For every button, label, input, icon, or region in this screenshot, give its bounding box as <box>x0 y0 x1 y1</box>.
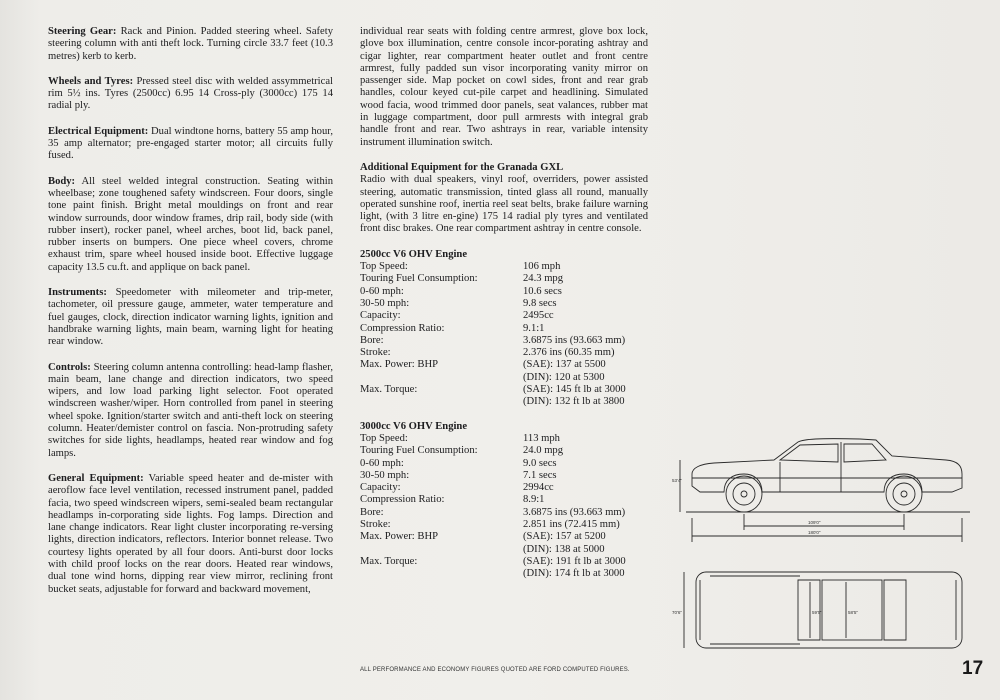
spec-label: Touring Fuel Consumption: <box>360 273 478 285</box>
spec-row <box>360 286 648 298</box>
spec-label <box>360 568 523 580</box>
spec-row <box>360 494 648 506</box>
additional-equipment-text: Radio with dual speakers, vinyl roof, overriders, power assisted steering, automatic transmission, tinted glass all round, manually operated sunshine roof, inertia reel seat belts, brake failure warning light, (with 3 litre en-gine) 175 14 radial ply tyres and ventilated front disc brakes. One rear compartment ashtray in centre console. <box>360 174 648 235</box>
spec-label: Bore: <box>360 334 384 346</box>
spec-section <box>48 126 333 163</box>
additional-equipment-heading: Additional Equipment for the Granada GXL <box>360 161 564 173</box>
spec-value: 9.1:1 <box>523 322 545 334</box>
spec-row <box>360 445 648 457</box>
spec-row <box>360 261 648 273</box>
spec-row <box>360 507 648 519</box>
left-column <box>48 26 333 609</box>
spec-section-heading: Controls: <box>48 361 91 373</box>
spec-row <box>360 482 648 494</box>
spec-value: 2994cc <box>523 482 554 494</box>
spec-value: 3.6875 ins (93.663 mm) <box>523 334 626 346</box>
spec-row <box>360 372 648 384</box>
engine-title: 3000cc V6 OHV Engine <box>360 420 468 432</box>
equipment-continuation: individual rear seats with folding centre armrest, glove box lock, glove box illumination, centre console incor-porating ashtray and cigar lighter, rear compartment heater outlet and front centre armrest, fully padded sun visor incorporating vanity mirror on passenger side. Map pocket on cowl sides, front and rear grab handles, colour keyed cut-pile carpet and headlining. Simulated wood facia, wood trimmed door panels, seat valances, rubber mat in luggage compartment, door pull armrests with integral grab handle front and rear. Two ashtrays in rear, variable intensity instrument illumination switch. <box>360 26 648 148</box>
spec-label: 30-50 mph: <box>360 469 410 481</box>
spec-value: 24.3 mpg <box>523 273 564 285</box>
spec-row <box>360 335 648 347</box>
spec-row <box>360 556 648 568</box>
spec-row <box>360 384 648 396</box>
spec-section-heading: Wheels and Tyres: <box>48 75 134 87</box>
spec-section-heading: Steering Gear: <box>48 26 117 37</box>
spec-section-text: Dual windtone horns, battery 55 amp hour, 35 amp alternator; pre-engaged starter motor; all circuits fully fused. <box>48 125 333 162</box>
spec-section-text: Speedometer with mileometer and trip-meter, tachometer, oil pressure gauge, ammeter, water temperature and fuel gauges, clock, direction indicator warning lights, ignition and handbrake warning lights, main beam, warning light for heating rear window. <box>48 287 333 348</box>
spec-section-heading: General Equipment: <box>48 472 144 484</box>
spec-value: 106 mph <box>523 261 561 273</box>
car-dimension-drawing <box>670 430 970 652</box>
spec-value: 8.9:1 <box>523 494 545 506</box>
engine-specs <box>360 249 648 581</box>
spec-value: 7.1 secs <box>523 469 557 481</box>
spec-value: 9.0 secs <box>523 457 557 469</box>
spec-value: 2.376 ins (60.35 mm) <box>523 347 615 359</box>
spec-label: 30-50 mph: <box>360 297 410 309</box>
footer-note: ALL PERFORMANCE AND ECONOMY FIGURES QUOTED ARE FORD COMPUTED FIGURES. <box>360 667 630 673</box>
middle-column <box>360 26 648 580</box>
spec-label: Compression Ratio: <box>360 322 445 334</box>
spec-label: 0-60 mph: <box>360 285 404 297</box>
spec-label: Top Speed: <box>360 432 408 444</box>
spec-section <box>48 287 333 348</box>
spec-row <box>360 433 648 445</box>
spec-row <box>360 470 648 482</box>
spec-label <box>360 396 523 408</box>
spec-value: (DIN): 174 ft lb at 3000 <box>523 568 625 580</box>
spec-value: 2495cc <box>523 310 554 322</box>
spec-row <box>360 568 648 580</box>
engine-spec-block <box>360 421 648 581</box>
spec-section <box>48 76 333 113</box>
spec-row <box>360 273 648 285</box>
spec-value: (SAE): 145 ft lb at 3000 <box>523 384 626 396</box>
spec-label: Compression Ratio: <box>360 494 445 506</box>
engine-spec-block <box>360 249 648 409</box>
spec-label: Top Speed: <box>360 261 408 273</box>
spec-row <box>360 396 648 408</box>
spec-row <box>360 531 648 543</box>
spec-row <box>360 347 648 359</box>
spec-value: 3.6875 ins (93.663 mm) <box>523 506 626 518</box>
spec-label: Stroke: <box>360 347 391 359</box>
additional-equipment <box>360 162 648 236</box>
spec-row <box>360 359 648 371</box>
spec-label: Capacity: <box>360 482 401 494</box>
spec-label: 0-60 mph: <box>360 457 404 469</box>
spec-section <box>48 26 333 63</box>
spec-section-text: Rack and Pinion. Padded steering wheel. Safety steering column with anti theft lock. Turning circle 33.7 feet (10.3 metres) kerb to kerb. <box>48 26 333 62</box>
spec-row <box>360 298 648 310</box>
spec-row <box>360 458 648 470</box>
spec-section-heading: Body: <box>48 175 76 187</box>
spec-label <box>360 544 523 556</box>
spec-label: Max. Torque: <box>360 555 418 567</box>
spec-label: Capacity: <box>360 310 401 322</box>
spec-value: 9.8 secs <box>523 297 557 309</box>
spec-label: Touring Fuel Consumption: <box>360 445 478 457</box>
spec-row <box>360 323 648 335</box>
spec-value: (SAE): 137 at 5500 <box>523 359 606 371</box>
spec-section-text: All steel welded integral construction. Seating within wheelbase; zone toughened safety windscreen. Four doors, single tone paint finish. Bright metal mouldings on front and rear window surrounds, door window frames, drip rail, body side (with rubber insert), rocker panel, wheel arches, boot lid, back panel, rubber inserts on bumpers. One piece wheel covers, chrome exhaust trim, spare wheel housed inside boot. Effective luggage capacity 13.5 cu.ft. and applique on back panel. <box>48 175 333 273</box>
spec-section <box>48 176 333 274</box>
engine-title: 2500cc V6 OHV Engine <box>360 248 468 260</box>
spec-value: 113 mph <box>523 432 560 444</box>
car-plan-view <box>684 572 962 648</box>
spec-section-text: Steering column antenna controlling: head-lamp flasher, main beam, lane change and direction indicators, two speed wipers, and low load parking light selector. Foot operated windscreen washer/wiper. Horn controlled from panel in steering wheel spoke. Ignition/starter switch and anti-theft lock on steering column. Heater/demister control on fascia. Non-protruding safety switches for side lights, headlamps, heated rear window and fog lamps. <box>48 361 333 459</box>
spec-label: Max. Power: BHP <box>360 359 438 371</box>
spec-section-text: Variable speed heater and de-mister with aeroflow face level ventilation, recessed instrument panel, padded facia, two speed windscreen wipers, semi-sealed beam rectangular headlamps in-corporating side lights. Fog lamps. Direction and lane change indicators. Rear light cluster incorporating re-versing lights, direction indicators, reflectors. Interior bonnet release. Two courtesy lights operated by all four doors. Anti-burst door locks with child proof locks on the rear doors. Heated rear windows, dual tone wind horns, dipping rear view mirror, reclining front bucket seats, adjustable for forward and backward movement, <box>48 472 333 595</box>
rear-track-label: 58'5" <box>848 610 858 615</box>
spec-label: Max. Torque: <box>360 384 418 396</box>
spec-row <box>360 544 648 556</box>
spec-label: Stroke: <box>360 518 391 530</box>
spec-section <box>48 473 333 596</box>
spec-value: 2.851 ins (72.415 mm) <box>523 518 620 530</box>
spec-value: (DIN): 120 at 5300 <box>523 371 605 383</box>
spec-section-heading: Instruments: <box>48 287 107 299</box>
page-number: 17 <box>962 658 984 679</box>
car-side-view <box>680 439 970 542</box>
spec-section-heading: Electrical Equipment: <box>48 125 149 137</box>
spec-section-text: Pressed steel disc with welded assymmetrical rim 5½ ins. Tyres (2500cc) 6.95 14 Cross-ply (3000cc) 175 14 radial ply. <box>48 75 333 112</box>
width-dimension-label: 70'6" <box>672 610 682 615</box>
spec-value: (SAE): 191 ft lb at 3000 <box>523 555 626 567</box>
spec-value: (SAE): 157 at 5200 <box>523 531 606 543</box>
spec-value: (DIN): 132 ft lb at 3800 <box>523 396 625 408</box>
spec-value: (DIN): 138 at 5000 <box>523 543 605 555</box>
spec-section <box>48 362 333 460</box>
wheelbase-dimension-label: 109'0" <box>808 520 821 525</box>
spec-value: 24.0 mpg <box>523 445 564 457</box>
spec-label: Max. Power: BHP <box>360 531 438 543</box>
height-dimension-label: 53'4" <box>672 478 682 483</box>
spec-row <box>360 519 648 531</box>
spec-label <box>360 372 523 384</box>
spec-label: Bore: <box>360 506 384 518</box>
length-dimension-label: 180'0" <box>808 530 821 535</box>
spec-row <box>360 310 648 322</box>
spec-value: 10.6 secs <box>523 285 562 297</box>
front-track-label: 59'5" <box>812 610 822 615</box>
